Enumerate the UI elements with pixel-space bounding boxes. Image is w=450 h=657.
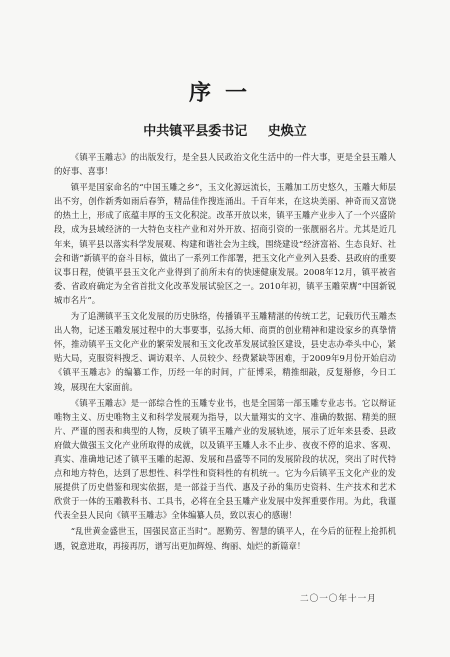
- author-line: [0, 120, 450, 139]
- author-title: 中共镇平县委书记: [143, 124, 248, 139]
- paragraph: 镇平是国家命名的“中国玉雕之乡”，玉文化源远流长，玉雕加工历史悠久，玉雕大师层出不穷，创作新秀如雨后春笋，精品佳作搜连涌出。千百年来，在这块美丽、神奇而又富饶的热土上，形成了底蕴丰厚的玉文化积淀。改革开放以来，镇平玉雕产业步入了一个兴盛阶段，成为县域经济的一大特色支柱产业和对外开放、招商引资的一张靓丽名片。尤其是近几年来，镇平县以落实科学发展观、构建和谐社会为主线，围绕建设“经济富裕、生态良好、社会和谐”新镇平的奋斗目标，做出了一系列工作部署，把玉文化产业列入县委、县政府的重要议事日程，使镇平县玉文化产业得到了前所未有的快速健康发展。2008年12月，镇平被省委、省政府确定为全省首批文化改革发展试验区之一。2010年初，镇平玉雕荣膺“中国新锐城市名片”。: [54, 182, 396, 305]
- paragraph: 《镇平玉雕志》是一部综合性的玉雕专业书，也是全国第一部玉雕专业志书。它以辩证唯物主义、历史唯物主义和科学发展观为指导，以大量翔实的文字、准确的数据、精美的照片、严谨的图表和典型的人物，反映了镇平玉雕产业的发展轨迹，展示了近年来县委、县政府做大做强玉文化产业所取得的成就，以及镇平玉雕人永不止步、夜夜不停的追求、客观、真实、准确地记述了镇平玉雕的起源、发展和昌盛等不同的发展阶段的状况，突出了时代特点和地方特色，达到了思想性、科学性和资料性的有机统一。它为今后镇平玉文化产业的发展提供了历史借鉴和现实依据，是一部益于当代、惠及子孙的集历史资料、生产技术和艺术欣赏于一体的玉雕教科书、工具书，必将在全县玉雕产业发展中发挥重要作用。为此，我谨代表全县人民向《镇平玉雕志》全体编纂人员，致以衷心的感谢！: [54, 397, 396, 521]
- author-name: 史焕立: [267, 124, 307, 139]
- signature-date: 二〇一〇年十一月: [300, 594, 377, 604]
- paragraph: 为了追溯镇平玉文化发展的历史脉络，传播镇平玉雕精湛的传统工艺，记载历代玉雕杰出人物，记述玉雕发展过程中的大事要事，弘扬大师、商贾的创业精神和建设家乡的真挚情怀，推动镇平玉文化产业的繁荣发展和玉文化改革发展试验区建设，县史志办牵头中心，紧贴大局，克服资料搜乏、调访艰辛、人员较少、经费紧缺等困难，于2009年9月份开始启动《镇平玉雕志》的编纂工作，历经一年的时间，广征博采，精推细敲，反复掰修，今日工竣，展现在大家面前。: [54, 311, 396, 392]
- preface-body: [54, 150, 396, 555]
- page-title: 序一: [188, 81, 261, 106]
- paragraph: 《镇平玉雕志》的出版发行，是全县人民政治文化生活中的一件大事，更是全县玉雕人的好事、喜事！: [54, 152, 396, 177]
- paragraph: “乱世黄金盛世玉，国强民富正当时”。愿勤劳、智慧的镇平人，在今后的征程上抢抓机遇，锐意进取，再接再厉，谱写出更加辉煌、绚丽、灿烂的新篇章！: [54, 526, 396, 551]
